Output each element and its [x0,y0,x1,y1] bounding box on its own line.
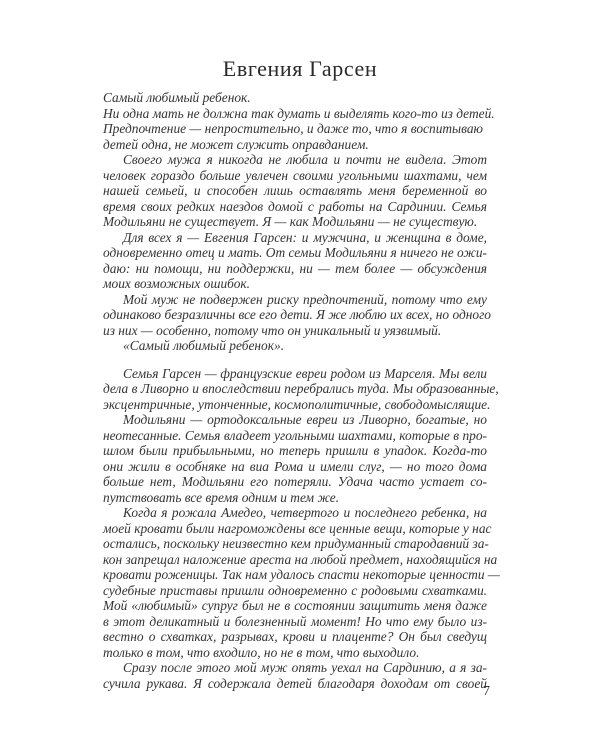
text-line: одновременно отец и мать. От семьи Модильяни я ничего не ожи- [103,245,487,260]
section-1 [103,90,495,354]
text-line: остались, поскольку неизвестно кем придуманный стародавний за- [103,536,489,551]
text-line: из них — особенно, потому что он уникальный и уязвимый. [103,322,442,338]
text-line: Сразу после этого мой муж опять уехал на Сардинию, а я за- [123,660,487,675]
text-line: Модильяни не существует. Я — как Модильяни — не существую. [103,214,478,229]
text-line: неотесанные. Семья владеет угольными шахтами, которые в про- [103,427,487,443]
text-line: судебные приставы пришли одновременно с родовыми схватками. [103,582,487,598]
page-number: 7 [483,684,490,699]
text-line: кон запрещал наложение ареста на любой предмет, находящийся на [103,551,498,567]
text-line: детей одна, не может служить оправданием. [103,136,369,152]
section-2 [103,365,500,692]
text-line: Семья Гарсен — французские евреи родом из Марселя. Мы вели [123,365,487,381]
text-line: дела в Ливорно и впоследствии перебрались туда. Мы образованные, [103,381,499,396]
text-line: шлом были прибыльными, но теперь пришли в упадок. Когда-то [103,443,487,458]
text-line: только в том, что входило, но не в том, что выходило. [103,644,420,660]
text-line: Мой «любимый» супруг был не в состоянии защитить меня даже [103,598,487,613]
chapter-title: Евгения Гарсен [222,56,378,81]
text-line: Самый любимый ребенок. [103,90,251,105]
text-line: Своего мужа я никогда не любила и почти не видела. Этот [123,152,487,167]
text-line: Для всех я — Евгения Гарсен: и мужчина, и женщина в доме, [123,229,487,245]
text-line: путствовать все время одним и тем же. [103,489,340,505]
text-line: «Самый любимый ребенок». [123,338,285,353]
text-line: человек гораздо больше увлечен своими угольными шахтами, чем [103,167,487,183]
text-line: больше нет, Модильяни его потеряли. Удача часто устает со- [103,474,487,489]
text-line: сучила рукава. Я содержала детей благодаря доходам от своей [103,675,487,691]
body-text [103,90,500,691]
text-line: время своих редких наездов домой с работы на Сардинии. Семья [103,198,487,214]
text-line: даю: ни помощи, ни поддержки, ни — тем более — обсуждения [103,260,487,276]
section-break [103,354,487,366]
text-line: моей кровати были нагромождены все ценные вещи, которые у нас [103,520,492,536]
text-line: кровати роженицы. Так нам удалось спасти некоторые ценности — [103,567,500,582]
text-line: Когда я рожала Амедео, четвертого и последнего ребенка, на [123,505,487,520]
text-line: Ни одна мать не должна так думать и выделять кого-то из детей. [103,105,495,121]
text-line: эксцентричные, утонченные, космополитичные, свободомыслящие. [103,396,491,412]
text-line: Мой муж не подвержен риску предпочтений, потому что ему [123,291,487,307]
text-line: в этот деликатный и болезненный момент! Но что ему было из- [103,613,487,629]
text-line: моих возможных ошибок. [103,276,251,291]
text-line: нашей семьей, и способен лишь оставлять меня беременной во [103,183,487,198]
text-line: вестно о схватках, разрывах, крови и плаценте? Он был сведущ [103,629,487,644]
text-line: одинаково безразличны все его дети. Я же люблю их всех, но одного [103,307,491,322]
text-line: Предпочтение — непростительно, и даже то, что я воспитываю [103,121,483,136]
text-line: Модильяни — ортодоксальные евреи из Ливорно, богатые, но [123,412,487,427]
text-line: они жили в особняке на виа Рома и имели слуг, — но того дома [103,458,487,474]
